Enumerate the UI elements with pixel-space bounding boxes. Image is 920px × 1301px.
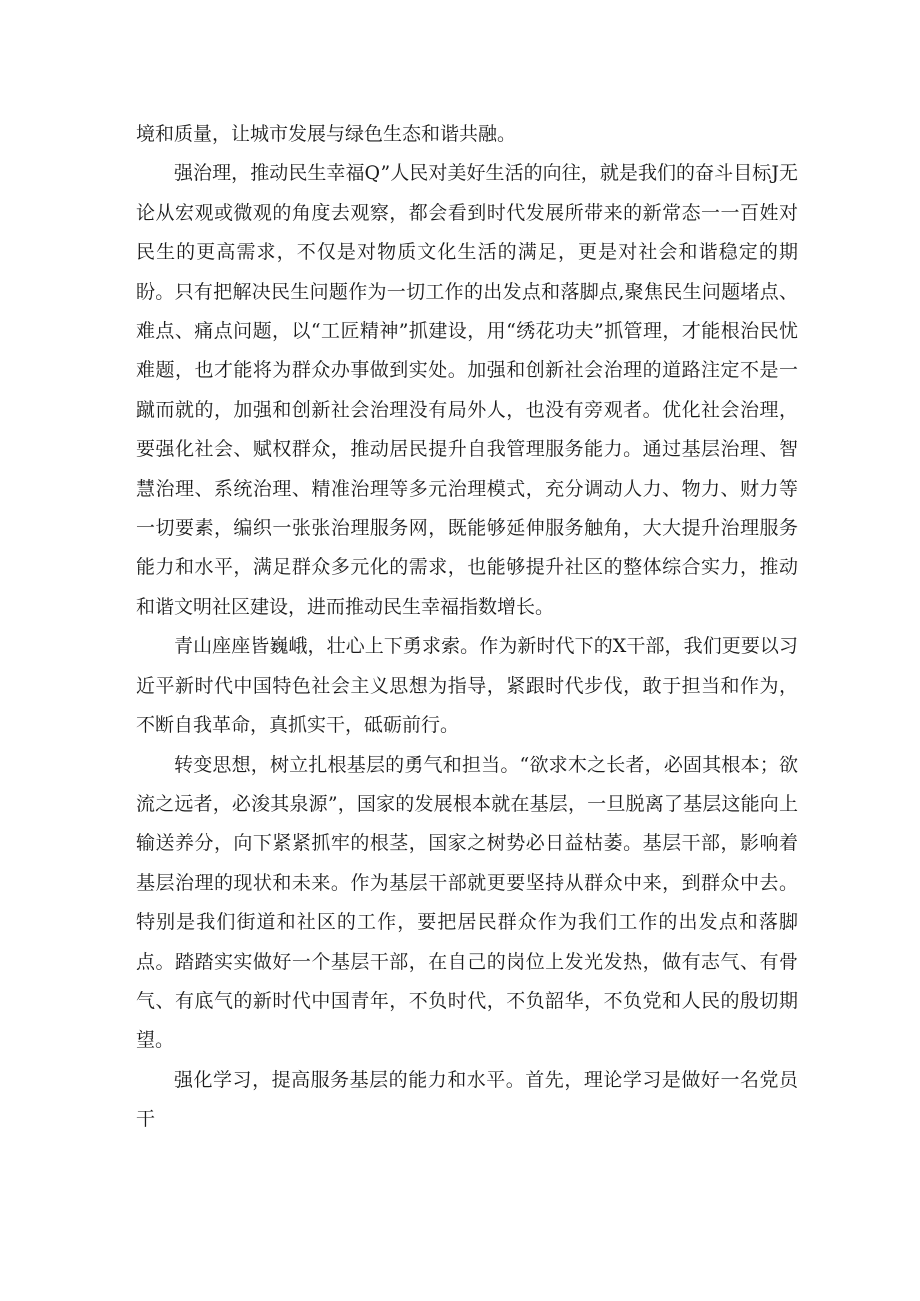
paragraph-strengthen-governance: 强治理，推动民生幸福Q”人民对美好生活的向往，就是我们的奋斗目标J无论从宏观或微观的角度去观察，都会看到时代发展所带来的新常态一一百姓对民生的更高需求，不仅是对物质文化生活的满足，更是对社会和谐稳定的期盼。只有把解决民生问题作为一切工作的出发点和落脚点,聚焦民生问题堵点、难点、痛点问题，以“工匠精神”抓建设，用“绣花功夫”抓管理，才能根治民忧难题，也才能将为群众办事做到实处。加强和创新社会治理的道路注定不是一蹴而就的，加强和创新社会治理没有局外人，也没有旁观者。优化社会治理，要强化社会、赋权群众，推动居民提升自我管理服务能力。通过基层治理、智慧治理、系统治理、精准治理等多元治理模式，充分调动人力、物力、财力等一切要素，编织一张张治理服务网，既能够延伸服务触角，大大提升治理服务能力和水平，满足群众多元化的需求，也能够提升社区的整体综合实力，推动和谐文明社区建设，进而推动民生幸福指数增长。 — [136, 162, 798, 618]
paragraph-change-thinking: 转变思想，树立扎根基层的勇气和担当。“欲求木之长者，必固其根本；欲流之远者，必浚其泉源”，国家的发展根本就在基层，一旦脱离了基层这能向上输送养分，向下紧紧抓牢的根茎，国家之树势必日益枯萎。基层干部，影响着基层治理的现状和未来。作为基层干部就更要坚持从群众中来，到群众中去。特别是我们街道和社区的工作，要把居民群众作为我们工作的出发点和落脚点。踏踏实实做好一个基层干部，在自己的岗位上发光发热，做有志气、有骨气、有底气的新时代中国青年，不负时代，不负韶华，不负党和人民的殷切期望。 — [136, 753, 798, 1052]
document-body — [136, 115, 798, 1140]
paragraph-strengthen-learning: 强化学习，提高服务基层的能力和水平。首先，理论学习是做好一名党员干 — [136, 1068, 798, 1131]
paragraph-green-mountains: 青山座座皆巍峨，壮心上下勇求索。作为新时代下的X干部，我们更要以习近平新时代中国特色社会主义思想为指导，紧跟时代步伐，敢于担当和作为，不断自我革命，真抓实干，砥砺前行。 — [136, 635, 798, 737]
paragraph-continuation: 境和质量，让城市发展与绿色生态和谐共融。 — [136, 123, 517, 145]
